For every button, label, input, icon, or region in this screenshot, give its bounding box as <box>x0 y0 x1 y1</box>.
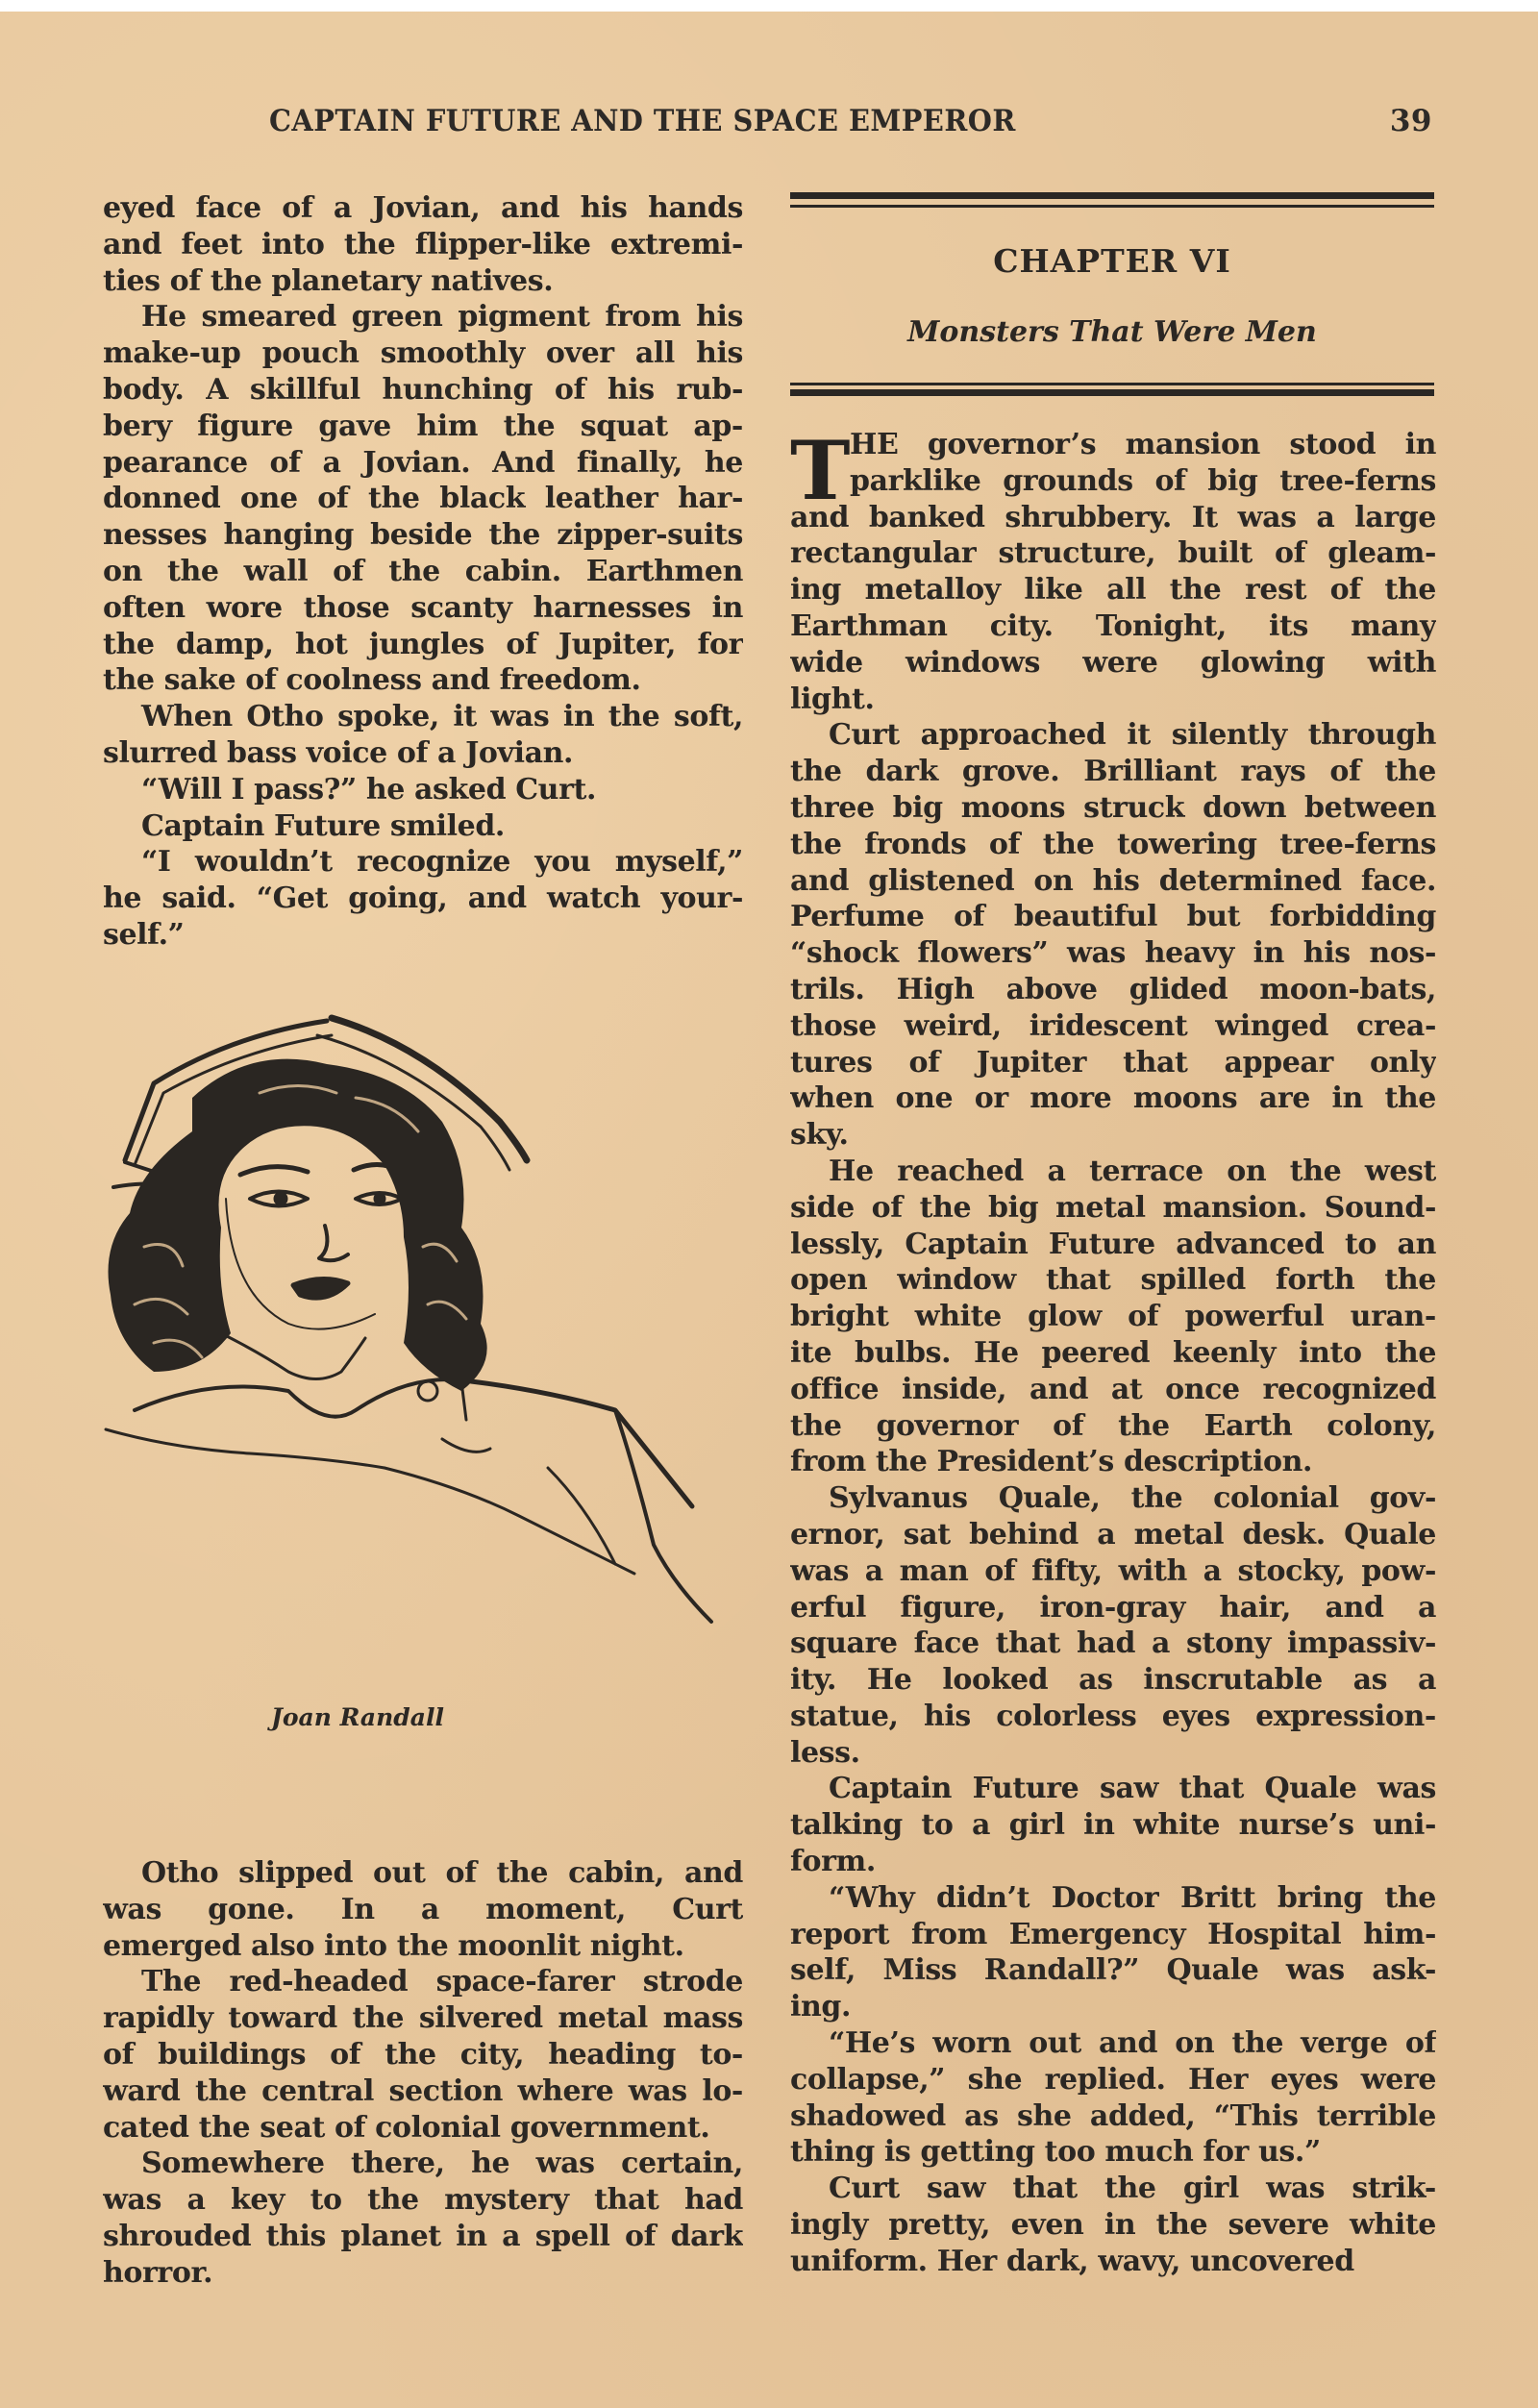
text-line: open window that spilled forth the <box>790 1263 1436 1298</box>
text-line: collapse,” she replied. Her eyes were <box>790 2062 1436 2097</box>
right-column-text <box>790 423 1436 2280</box>
text-line: he said. “Get going, and watch your- <box>103 881 743 916</box>
text-line: Curt saw that the girl was strik- <box>829 2172 1436 2206</box>
text-line: rectangular structure, built of gleam- <box>790 536 1436 571</box>
text-line: side of the big metal mansion. Sound- <box>790 1190 1436 1225</box>
text-line: tures of Jupiter that appear only <box>790 1045 1436 1080</box>
chapter-subtitle: Monsters That Were Men <box>907 315 1317 349</box>
text-line: Captain Future smiled. <box>141 808 505 843</box>
text-line: uniform. Her dark, wavy, uncovered <box>790 2244 1354 2278</box>
text-line: nesses hanging beside the zipper-suits <box>103 518 743 553</box>
text-line: Perfume of beautiful but forbidding <box>790 900 1436 934</box>
text-line: donned one of the black leather har- <box>103 482 743 516</box>
text-line: Curt approached it silently through <box>829 718 1436 753</box>
text-line: eyed face of a Jovian, and his hands <box>103 191 743 225</box>
text-line: Otho slipped out of the cabin, and <box>141 1856 743 1890</box>
text-line: the sake of coolness and freedom. <box>103 663 641 698</box>
text-line: “He’s worn out and on the verge of <box>829 2026 1436 2061</box>
text-line: ties of the planetary natives. <box>103 263 554 298</box>
text-line: wide windows were glowing with <box>790 645 1436 680</box>
text-line: ity. He looked as inscrutable as a <box>790 1663 1436 1698</box>
text-line: and banked shrubbery. It was a large <box>790 500 1436 534</box>
text-line: those weird, iridescent winged crea- <box>790 1008 1436 1043</box>
text-line: trils. High above glided moon-bats, <box>790 972 1436 1006</box>
text-line: rapidly toward the silvered metal mass <box>103 2001 743 2036</box>
text-line: bright white glow of powerful uran- <box>790 1300 1436 1334</box>
text-line: lessly, Captain Future advanced to an <box>790 1227 1436 1261</box>
text-line: ward the central section where was lo- <box>103 2073 743 2108</box>
magazine-page <box>0 12 1538 2408</box>
text-line: “Will I pass?” he asked Curt. <box>141 772 596 807</box>
text-line: often wore those scanty harnesses in <box>103 590 743 625</box>
text-line: make-up pouch smoothly over all his <box>103 336 743 371</box>
running-head-title: CAPTAIN FUTURE AND THE SPACE EMPEROR <box>269 104 1016 138</box>
bottom-rule-thin <box>790 383 1434 385</box>
text-line: Somewhere there, he was certain, <box>141 2147 743 2181</box>
text-line: self, Miss Randall?” Quale was ask- <box>790 1953 1436 1988</box>
text-line: pearance of a Jovian. And finally, he <box>103 445 743 480</box>
text-line: square face that had a stony impassiv- <box>790 1626 1436 1661</box>
text-line: shrouded this planet in a spell of dark <box>103 2219 743 2253</box>
text-line: office inside, and at once recognized <box>790 1372 1436 1406</box>
text-line: and feet into the flipper-like extremi- <box>103 227 743 261</box>
text-line: ing. <box>790 1990 852 2024</box>
text-line: ing metalloy like all the rest of the <box>790 573 1436 608</box>
text-line: on the wall of the cabin. Earthmen <box>103 554 743 588</box>
text-line: light. <box>790 682 875 716</box>
text-line: ernor, sat behind a metal desk. Quale <box>790 1517 1436 1552</box>
text-line: when one or more moons are in the <box>790 1081 1436 1116</box>
text-line: slurred bass voice of a Jovian. <box>103 735 574 770</box>
text-line: three big moons struck down between <box>790 790 1436 825</box>
text-line: thing is getting too much for us.” <box>790 2135 1321 2170</box>
text-line: He reached a terrace on the west <box>829 1154 1436 1188</box>
top-rule-thick <box>790 192 1434 199</box>
text-line: “Why didn’t Doctor Britt bring the <box>829 1880 1436 1915</box>
text-line: less. <box>790 1735 860 1770</box>
text-line: When Otho spoke, it was in the soft, <box>141 700 743 734</box>
bottom-rule-thick <box>790 389 1434 396</box>
text-line: the dark grove. Brilliant rays of the <box>790 755 1436 789</box>
text-line: The red-headed space-farer strode <box>141 1965 743 1999</box>
chapter-title: CHAPTER VI <box>993 242 1231 280</box>
text-line: Sylvanus Quale, the colonial gov- <box>829 1481 1436 1516</box>
text-line: ingly pretty, even in the severe white <box>790 2208 1436 2243</box>
text-line: ite bulbs. He peered keenly into the <box>790 1335 1436 1370</box>
left-column-top-text <box>103 190 743 954</box>
top-rule-thin <box>790 205 1434 208</box>
text-line: self.” <box>103 917 185 952</box>
joan-randall-illustration <box>96 1006 759 1775</box>
text-line: shadowed as she added, “This terrible <box>790 2098 1436 2133</box>
text-line: and glistened on his determined face. <box>790 863 1436 898</box>
text-line: body. A skillful hunching of his rub- <box>103 372 743 407</box>
text-line: HE governor’s mansion stood in <box>850 428 1436 461</box>
chapter-header <box>790 192 1434 404</box>
text-line: “I wouldn’t recognize you myself,” <box>141 845 743 880</box>
text-line: cated the seat of colonial government. <box>103 2110 710 2145</box>
text-line: the damp, hot jungles of Jupiter, for <box>103 627 743 661</box>
drop-cap: T <box>790 423 851 518</box>
illustration-caption: Joan Randall <box>271 1703 444 1731</box>
text-line: statue, his colorless eyes expression- <box>790 1699 1436 1733</box>
page-number: 39 <box>1389 104 1432 138</box>
text-line: the governor of the Earth colony, <box>790 1408 1436 1443</box>
text-line: bery figure gave him the squat ap- <box>103 409 743 443</box>
text-line: the fronds of the towering tree-ferns <box>790 827 1436 861</box>
left-column-bottom-text <box>103 1855 743 2292</box>
text-line: sky. <box>790 1118 849 1153</box>
text-line: of buildings of the city, heading to- <box>103 2037 743 2072</box>
text-line: horror. <box>103 2255 213 2290</box>
text-line: from the President’s description. <box>790 1445 1313 1479</box>
text-line: was a key to the mystery that had <box>103 2183 743 2218</box>
text-line: Captain Future saw that Quale was <box>829 1772 1436 1806</box>
text-line: was gone. In a moment, Curt <box>103 1892 743 1926</box>
text-line: He smeared green pigment from his <box>141 300 743 335</box>
nurse-portrait-drawing <box>96 1006 759 1775</box>
text-line: emerged also into the moonlit night. <box>103 1928 684 1963</box>
text-line: was a man of fifty, with a stocky, pow- <box>790 1553 1436 1588</box>
text-line: talking to a girl in white nurse’s uni- <box>790 1808 1436 1843</box>
text-line: report from Emergency Hospital him- <box>790 1917 1436 1951</box>
text-line: form. <box>790 1845 876 1879</box>
text-line: erful figure, iron-gray hair, and a <box>790 1590 1436 1625</box>
running-head <box>269 104 1432 146</box>
text-line: parklike grounds of big tree-ferns <box>850 463 1436 498</box>
text-line: Earthman city. Tonight, its many <box>790 608 1436 643</box>
text-line: “shock flowers” was heavy in his nos- <box>790 936 1436 971</box>
